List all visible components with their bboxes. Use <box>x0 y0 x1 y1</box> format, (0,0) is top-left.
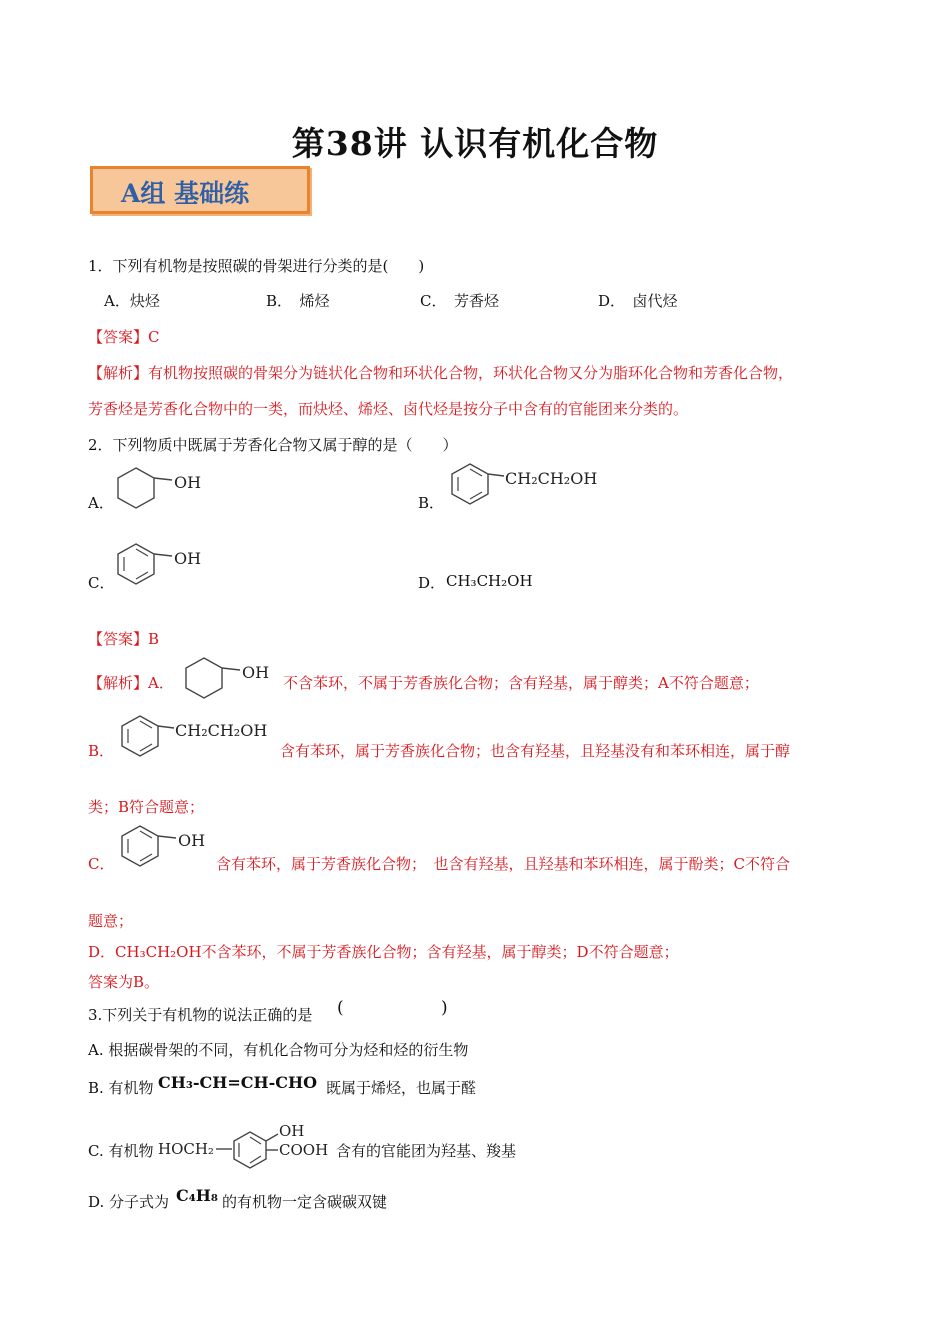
q2-analysis-c-label: C． <box>88 855 115 873</box>
q1-stem: 1．下列有机物是按照碳的骨架进行分类的是( ) <box>88 257 425 275</box>
q2-conclusion: 答案为B。 <box>88 973 160 991</box>
structure-oh-label: OH <box>279 1122 305 1140</box>
q3-paren-close: ) <box>441 998 448 1018</box>
analysis-cyclohexanol-oh-label: OH <box>242 663 270 682</box>
analysis-phenol-oh-label: OH <box>178 831 206 850</box>
section-banner <box>90 166 310 214</box>
q3-option-b-pre: B. 有机物 <box>88 1079 154 1097</box>
q3-option-d-pre: D. 分子式为 <box>88 1193 170 1211</box>
q2-option-d-label: D． <box>418 574 446 592</box>
q2-answer: 【答案】B <box>88 630 160 648</box>
q1-analysis-line2: 芳香烃是芳香化合物中的一类，而炔烃、烯烃、卤代烃是按分子中含有的官能团来分类的。 <box>88 400 689 418</box>
q2-analysis-b: 含有苯环，属于芳香族化合物；也含有羟基，且羟基没有和苯环相连，属于醇 <box>280 742 791 760</box>
q1-analysis-line1: 【解析】有机物按照碳的骨架分为链状化合物和环状化合物，环状化合物又分为脂环化合物和芳香化合物， <box>88 364 794 382</box>
q2-analysis-c-line2: 题意； <box>88 912 134 930</box>
page-title: 第38讲 认识有机化合物 <box>291 124 659 163</box>
section-banner-label: A组 基础练 <box>121 179 250 208</box>
q3-option-a: A. 根据碳骨架的不同，有机化合物可分为烃和烃的衍生物 <box>88 1041 469 1059</box>
phenol-oh-label: OH <box>174 549 202 568</box>
q2-analysis-b-label: B． <box>88 742 115 760</box>
q2-analysis-b-line2: 类；B符合题意； <box>88 798 205 816</box>
q3-stem: 3.下列关于有机物的说法正确的是 <box>88 1006 313 1024</box>
analysis-phenol-structure <box>122 824 222 874</box>
cyclohexanol-structure <box>118 466 218 516</box>
structure-hoch2-label: HOCH₂ <box>158 1140 214 1158</box>
q2-analysis-d: D．CH₃CH₂OH不含苯环，不属于芳香族化合物；含有羟基，属于醇类；D不符合题意； <box>88 943 679 961</box>
q2-analysis-a: 不含苯环，不属于芳香族化合物；含有羟基，属于醇类；A不符合题意； <box>283 674 759 692</box>
phenol-structure <box>118 542 218 592</box>
q1-option-c: C． 芳香烃 <box>420 292 499 310</box>
analysis-phenylethanol-chain-label: CH₂CH₂OH <box>175 721 268 740</box>
q3-option-d-formula: C₄H₈ <box>176 1186 218 1205</box>
analysis-phenylethanol-structure <box>122 714 292 764</box>
q2-option-a-label: A． <box>88 494 114 512</box>
phenylethanol-chain-label: CH₂CH₂OH <box>505 469 598 488</box>
q3-option-c-post: 含有的官能团为羟基、羧基 <box>336 1142 517 1160</box>
q1-option-d: D． 卤代烃 <box>598 292 678 310</box>
q3-option-d-post: 的有机物一定含碳碳双键 <box>222 1193 388 1211</box>
phenylethanol-structure <box>452 462 622 512</box>
q1-option-b: B． 烯烃 <box>266 292 330 310</box>
q3-paren-open: ( <box>337 998 344 1018</box>
hydroxybenzoic-acid-structure <box>158 1118 338 1168</box>
q3-option-c-pre: C. 有机物 <box>88 1142 154 1160</box>
q1-option-a: A．炔烃 <box>104 292 160 310</box>
q2-analysis-prefix: 【解析】A． <box>88 674 174 692</box>
q2-stem: 2．下列物质中既属于芳香化合物又属于醇的是（ ） <box>88 436 458 454</box>
q1-answer: 【答案】C <box>88 328 160 346</box>
q2-analysis-c: 含有苯环，属于芳香族化合物； 也含有羟基，且羟基和苯环相连，属于酚类；C不符合 <box>216 855 790 873</box>
q3-option-b-post: 既属于烯烃，也属于醛 <box>326 1079 477 1097</box>
analysis-cyclohexanol-structure <box>186 656 286 706</box>
q2-option-c-label: C． <box>88 574 115 592</box>
q3-option-b-formula: CH₃-CH=CH-CHO <box>158 1073 318 1092</box>
structure-cooh-label: COOH <box>279 1141 329 1159</box>
cyclohexanol-oh-label: OH <box>174 473 202 492</box>
q2-option-d-formula: CH₃CH₂OH <box>446 572 533 590</box>
q2-option-b-label: B． <box>418 494 445 512</box>
